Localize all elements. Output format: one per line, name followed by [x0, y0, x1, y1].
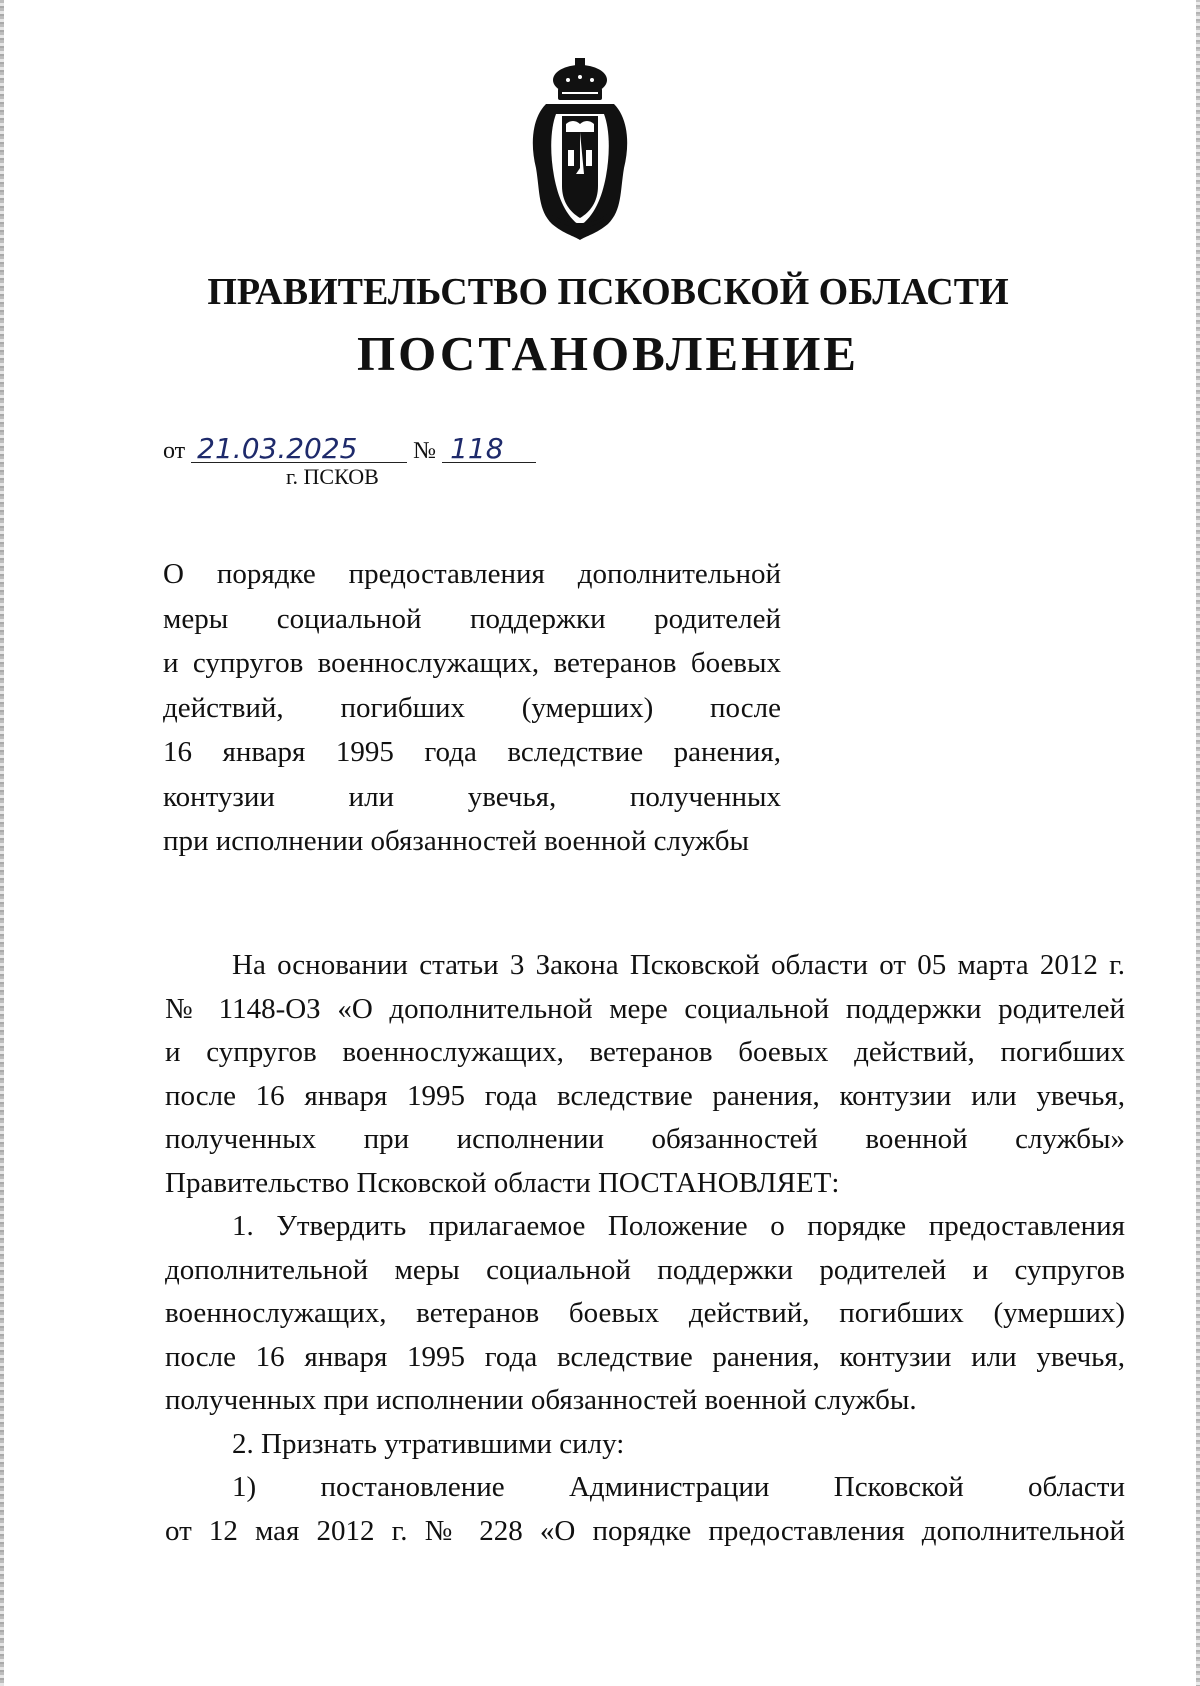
body-line: Правительство Псковской области ПОСТАНОВЛЯЕТ:	[165, 1166, 840, 1199]
pskov-coat-of-arms-icon	[528, 58, 632, 242]
body-line: после 16 января 1995 года вследствие ранения, контузии или увечья,	[165, 1340, 1125, 1373]
body-line: военнослужащих, ветеранов боевых действий, погибших (умерших)	[165, 1297, 1125, 1329]
body-line: № 1148-ОЗ «О дополнительной мере социальной поддержки родителей	[165, 992, 1125, 1025]
body-line: после 16 января 1995 года вследствие ранения, контузии или увечья,	[165, 1079, 1125, 1112]
body-line: дополнительной меры социальной поддержки родителей и супругов	[165, 1253, 1125, 1286]
number-label: №	[413, 438, 437, 464]
document-city: г. ПСКОВ	[286, 464, 379, 489]
government-title: ПРАВИТЕЛЬСТВО ПСКОВСКОЙ ОБЛАСТИ	[207, 271, 1009, 313]
subject-line: О порядке предоставления дополнительной	[163, 558, 781, 590]
subject-line: действий, погибших (умерших) после	[163, 691, 781, 724]
body-line: от 12 мая 2012 г. № 228 «О порядке предоставления дополнительной	[165, 1514, 1125, 1547]
document-body	[165, 944, 1125, 1553]
body-line: полученных при исполнении обязанностей военной службы.	[165, 1384, 917, 1416]
document-requisites	[163, 432, 536, 465]
document-date: 21.03.2025	[191, 436, 407, 463]
document-subject	[163, 552, 781, 864]
body-line: 1. Утвердить прилагаемое Положение о порядке предоставления	[232, 1210, 1125, 1242]
subject-line: контузии или увечья, полученных	[163, 780, 781, 813]
body-line: и супругов военнослужащих, ветеранов боевых действий, погибших	[165, 1036, 1125, 1068]
document-type-title: ПОСТАНОВЛЕНИЕ	[357, 326, 859, 381]
subject-line: меры социальной поддержки родителей	[163, 602, 781, 635]
subject-line: 16 января 1995 года вследствие ранения,	[163, 736, 781, 768]
body-line: 1) постановление Администрации Псковской области	[232, 1471, 1125, 1503]
subject-line: при исполнении обязанностей военной службы	[163, 825, 750, 857]
scan-edge-right	[1196, 0, 1200, 1686]
body-line: полученных при исполнении обязанностей военной службы»	[165, 1123, 1125, 1155]
body-line: 2. Признать утратившими силу:	[232, 1427, 625, 1460]
document-number: 118	[442, 436, 536, 463]
body-line: На основании статьи 3 Закона Псковской области от 05 марта 2012 г.	[232, 949, 1125, 981]
subject-line: и супругов военнослужащих, ветеранов боевых	[163, 647, 781, 679]
date-label: от	[163, 438, 186, 464]
scan-edge-left	[0, 0, 4, 1686]
